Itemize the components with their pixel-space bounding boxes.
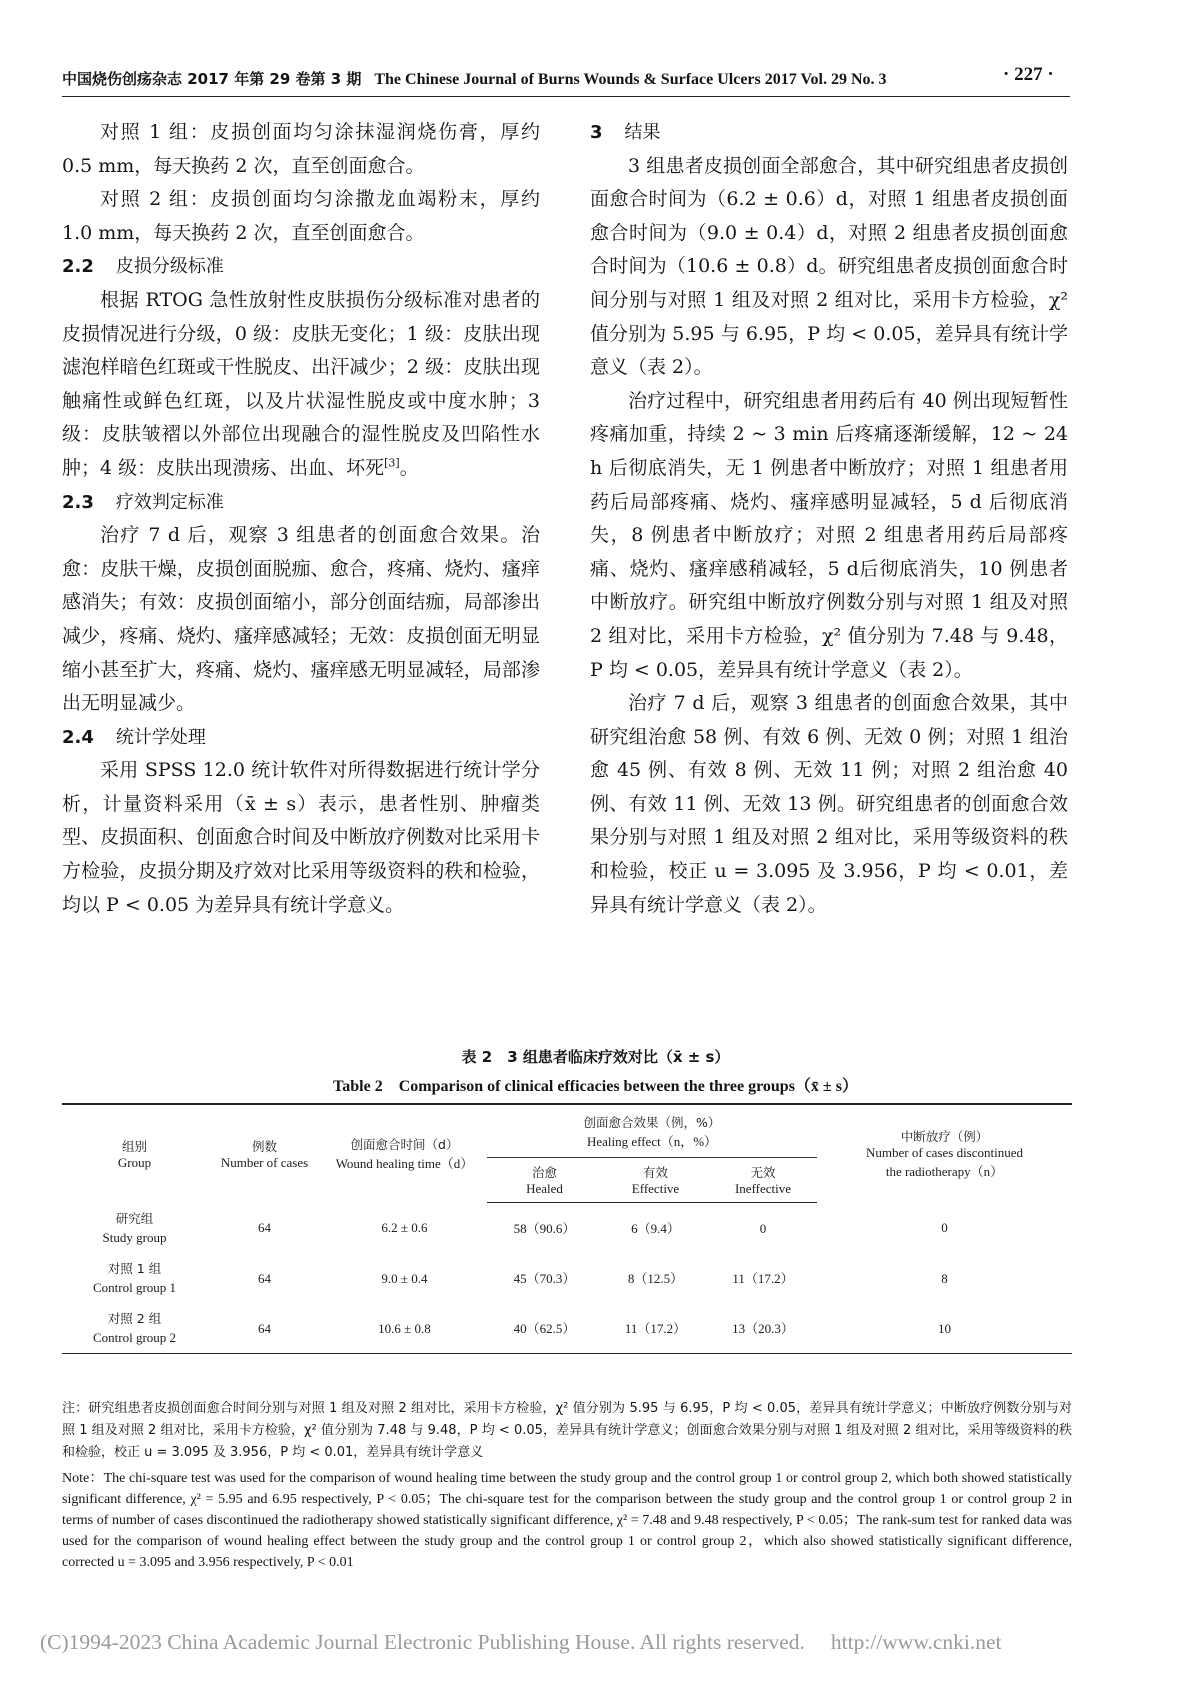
paragraph-results-adverse: 治疗过程中，研究组患者用药后有 40 例出现短暂性疼痛加重，持续 2 ~ 3 min 后疼痛逐渐缓解，12 ~ 24 h 后彻底消失，无 1 例患者中断放疗；对照 1 组患者用药后局部疼痛、烧灼、瘙痒感明显减轻，5 d 后彻底消失，8 例患者中断放疗；对照 2 组患者用药后局部疼痛、烧灼、瘙痒感稍减轻，5 d后彻底消失，10 例患者中断放疗。研究组中断放疗例数分别与对照 1 组及对照 2 组对比，采用卡方检验，χ² 值分别为 7.48 与 9.48，P 均 < 0.05，差异具有统计学意义（表 2）。 (590, 389, 1068, 681)
section-number: 3 (590, 122, 603, 143)
cell-cases: 64 (258, 1220, 271, 1236)
grading-end: 。 (399, 456, 419, 479)
cell-healed: 40（62.5） (487, 1303, 602, 1354)
header-healing-time: 创面愈合时间（d） Wound healing time（d） (322, 1104, 487, 1203)
footer (40, 1630, 1140, 1655)
table-row (62, 1303, 1072, 1354)
paragraph-results-healing-time: 3 组患者皮损创面全部愈合，其中研究组患者皮损创面愈合时间为（6.2 ± 0.6）d，对照 1 组患者皮损创面愈合时间为（9.0 ± 0.4）d，对照 2 组患者皮损创面愈合时间为（10.6 ± 0.8）d。研究组患者皮损创面愈合时间分别与对照 1 组及对照 2 组对比，采用卡方检验，χ² 值分别为 5.95 与 6.95，P 均 < 0.05，差异具有统计学意义（表 2）。 (590, 154, 1068, 379)
results-table (62, 1103, 1072, 1354)
cell-group: 对照 1 组 Control group 1 (92, 1261, 177, 1295)
header-cases: 例数 Number of cases (207, 1104, 322, 1203)
table-row (62, 1253, 1072, 1303)
cell-discontinued: 8 (941, 1270, 948, 1286)
section-title: 统计学处理 (115, 726, 206, 748)
citation-ref: [3] (384, 456, 400, 470)
table-note-en: Note：The chi-square test was used for the comparison of wound healing time between the study group and the control group 1 or control group 2, which both showed statistically significant difference, χ² = 5.95 and 6.95 respectively, P < 0.05；The chi-square test for the comparison between the study group and the control group 1 or control group 2 in terms of number of cases discontinued the radiotherapy showed statistically significant difference, χ² = 7.48 and 9.48 respectively, P < 0.05；The rank-sum test for ranked data was used for the comparison of wound healing effect between the study group and the control group 1 or control group 2，which also showed statistically significant difference, corrected u = 3.095 and 3.956 respectively, P < 0.01 (62, 1471, 1072, 1570)
table-caption-en: Table 2 Comparison of clinical efficacies between the three groups（x̄ ± s） (333, 1078, 858, 1095)
cell-effective: 6（9.4） (631, 1220, 680, 1236)
cell-healed: 58（90.6） (513, 1220, 576, 1236)
header-discontinued: 中断放疗（例） Number of cases discontinued the radiotherapy（n） (817, 1104, 1072, 1203)
section-title: 皮损分级标准 (115, 256, 224, 278)
cell-discontinued: 0 (941, 1220, 948, 1236)
paragraph-statistics: 采用 SPSS 12.0 统计软件对所得数据进行统计学分析，计量资料采用（x̄ ± s）表示，患者性别、肿瘤类型、皮损面积、创面愈合时间及中断放疗例数对比采用卡方检验，皮损分期及疗效对比采用等级资料的秩和检验，均以 P < 0.05 为差异具有统计学意义。 (62, 759, 540, 916)
section-heading-2-3 (62, 486, 540, 520)
cell-cases: 64 (258, 1270, 271, 1286)
section-title: 结果 (624, 122, 661, 143)
cell-time: 10.6 ± 0.8 (322, 1303, 487, 1354)
grading-text: 根据 RTOG 急性放射性皮肤损伤分级标准对患者的皮损情况进行分级，0 级：皮肤无变化；1 级：皮肤出现滤泡样暗色红斑或干性脱皮、出汗减少；2 级：皮肤出现触痛性或鲜色红斑，以及片状湿性脱皮或中度水肿；3 级：皮肤皱褶以外部位出现融合的湿性脱皮及凹陷性水肿；4 级：皮肤出现溃疡、出血、坏死 (62, 288, 540, 479)
section-number: 2.4 (62, 726, 94, 748)
table-caption-cn: 表 2 3 组患者临床疗效对比（x̄ ± s） (461, 1048, 730, 1066)
cell-ineffective: 13（20.3） (709, 1303, 817, 1354)
paragraph-control-group-2: 对照 2 组：皮损创面均匀涂撒龙血竭粉末，厚约 1.0 mm，每天换药 2 次，直至创面愈合。 (62, 188, 540, 244)
journal-title-cn: 中国烧伤创疡杂志 2017 年第 29 卷第 3 期 (62, 70, 362, 88)
table-row (62, 1203, 1072, 1254)
cell-time: 9.0 ± 0.4 (381, 1270, 428, 1286)
header-rule (62, 96, 1070, 97)
section-number: 2.3 (62, 491, 94, 513)
cell-cases: 64 (207, 1303, 322, 1354)
table-note-cn: 注：研究组患者皮损创面愈合时间分别与对照 1 组及对照 2 组对比，采用卡方检验，χ² 值分别为 5.95 与 6.95，P 均 < 0.05，差异具有统计学意义；中断放疗例数分别与对照 1 组及对照 2 组对比，采用卡方检验，χ² 值分别为 7.48 与 9.48，P 均 < 0.05，差异具有统计学意义；创面愈合效果分别与对照 1 组及对照 2 组对比，采用等级资料的秩和检验，校正 u = 3.095 及 3.956，P 均 < 0.01，差异具有统计学意义 (62, 1401, 1072, 1460)
cell-effective: 11（17.2） (602, 1303, 709, 1354)
cell-ineffective: 0 (759, 1220, 767, 1236)
header-healed: 治愈 Healed (487, 1158, 602, 1203)
header-group: 组别 Group (62, 1104, 207, 1203)
paragraph-control-group-1: 对照 1 组：皮损创面均匀涂抹湿润烧伤膏，厚约 0.5 mm，每天换药 2 次，直至创面愈合。 (62, 121, 540, 177)
paragraph-efficacy-criteria: 治疗 7 d 后，观察 3 组患者的创面愈合效果。治愈：皮肤干燥，皮损创面脱痂、愈合，疼痛、烧灼、瘙痒感消失；有效：皮损创面缩小，部分创面结痂，局部渗出减少，疼痛、烧灼、瘙痒感减轻；无效：皮损创面无明显缩小甚至扩大，疼痛、烧灼、瘙痒感无明显减轻，局部渗出无明显减少。 (62, 524, 540, 715)
right-column (590, 116, 1068, 922)
footer-url-link[interactable]: http://www.cnki.net (830, 1630, 1002, 1654)
section-number: 2.2 (62, 256, 94, 278)
left-column (62, 116, 540, 922)
header-effective: 有效 Effective (602, 1158, 709, 1203)
section-heading-2-4 (62, 721, 540, 755)
header-ineffective: 无效 Ineffective (709, 1158, 817, 1203)
journal-title-en: The Chinese Journal of Burns Wounds & Surface Ulcers 2017 Vol. 29 No. 3 (374, 71, 887, 88)
cell-healed: 45（70.3） (513, 1270, 576, 1286)
page-number: · 227 · (1003, 64, 1054, 85)
section-title: 疗效判定标准 (115, 491, 224, 513)
cell-time: 6.2 ± 0.6 (381, 1220, 428, 1236)
paragraph-grading (62, 284, 540, 486)
copyright-notice: (C)1994-2023 China Academic Journal Electronic Publishing House. All rights reserved. (40, 1630, 805, 1654)
cell-group: 研究组 Study group (102, 1210, 167, 1245)
running-header (62, 68, 1062, 89)
cell-discontinued: 10 (817, 1303, 1072, 1354)
paragraph-results-effect: 治疗 7 d 后，观察 3 组患者的创面愈合效果，其中研究组治愈 58 例、有效 6 例、无效 0 例；对照 1 组治愈 45 例、有效 8 例、无效 11 例；对照 2 组治愈 40 例、有效 11 例、无效 13 例。研究组患者的创面愈合效果分别与对照 1 组及对照 2 组对比，采用等级资料的秩和检验，校正 u = 3.095 及 3.956，P 均 < 0.01，差异具有统计学意义（表 2）。 (590, 692, 1068, 916)
header-healing-effect: 创面愈合效果（例，%） Healing effect（n，%） (487, 1104, 817, 1158)
section-heading-3 (590, 116, 1068, 150)
section-heading-2-2 (62, 250, 540, 284)
cell-group: 对照 2 组 Control group 2 (62, 1303, 207, 1354)
cell-effective: 8（12.5） (627, 1270, 684, 1286)
cell-ineffective: 11（17.2） (732, 1270, 794, 1286)
